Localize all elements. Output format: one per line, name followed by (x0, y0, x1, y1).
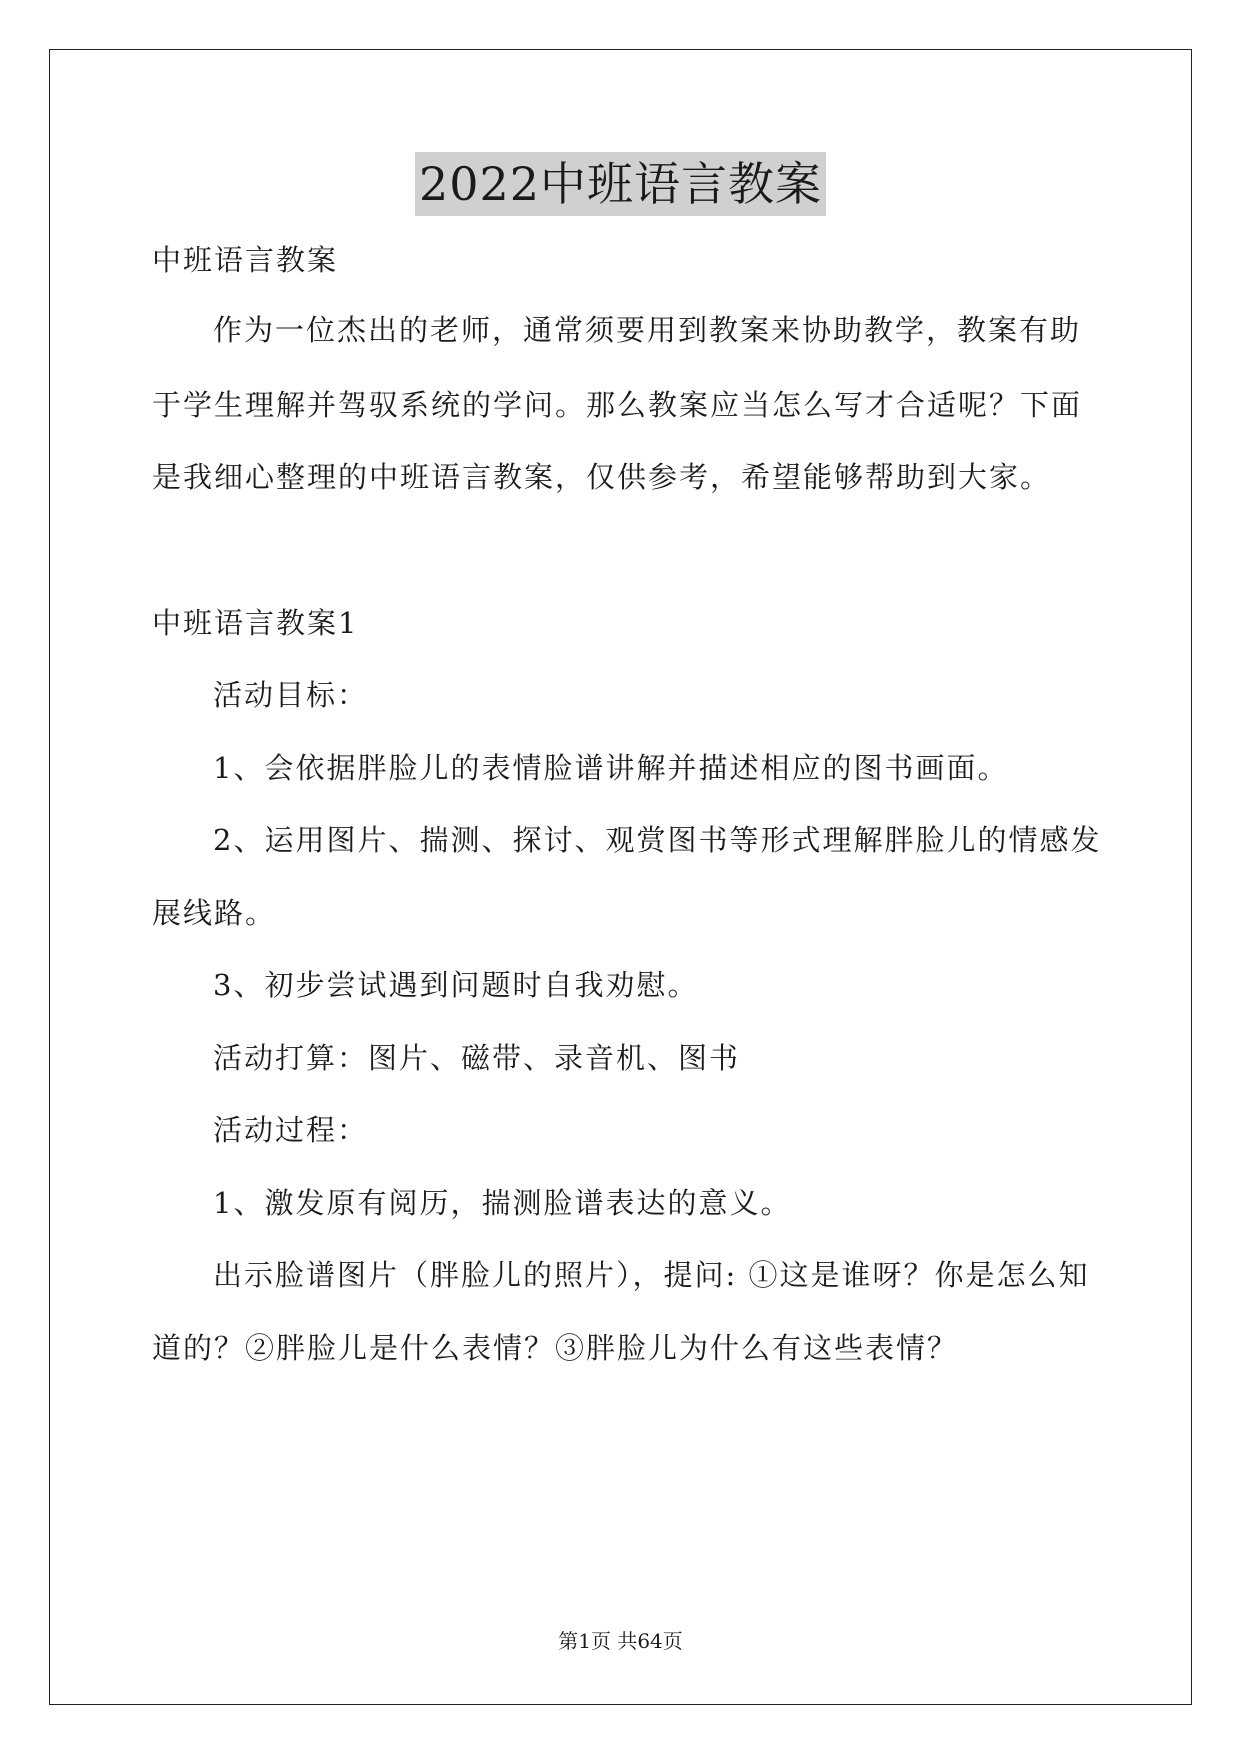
page-border (49, 49, 1192, 1705)
paragraph-line: 3、初步尝试遇到问题时自我劝慰。 (213, 968, 699, 1002)
paragraph-line: 是我细心整理的中班语言教案，仅供参考，希望能够帮助到大家。 (152, 460, 1052, 494)
section-heading: 中班语言教案1 (152, 606, 359, 640)
paragraph-line: 出示脸谱图片（胖脸儿的照片），提问: ①这是谁呀？你是怎么知 (213, 1258, 1090, 1292)
document-title: 2022中班语言教案 (415, 152, 826, 216)
paragraph-line: 活动目标： (213, 678, 369, 712)
paragraph-line: 活动过程： (213, 1113, 369, 1147)
paragraph-line: 展线路。 (152, 896, 277, 930)
paragraph-line: 活动打算：图片、磁带、录音机、图书 (213, 1041, 741, 1075)
paragraph-line: 2、运用图片、揣测、探讨、观赏图书等形式理解胖脸儿的情感发 (213, 823, 1102, 857)
paragraph-line: 于学生理解并驾驭系统的学问。那么教案应当怎么写才合适呢？下面 (152, 388, 1083, 422)
paragraph-line: 1、激发原有阅历，揣测脸谱表达的意义。 (213, 1186, 792, 1220)
subtitle: 中班语言教案 (152, 243, 339, 277)
title-container (0, 152, 1241, 216)
paragraph-line: 1、会依据胖脸儿的表情脸谱讲解并描述相应的图书画面。 (213, 751, 1009, 785)
paragraph-line: 道的？②胖脸儿是什么表情？③胖脸儿为什么有这些表情？ (152, 1331, 959, 1365)
paragraph-line: 作为一位杰出的老师，通常须要用到教案来协助教学，教案有助 (213, 313, 1082, 347)
page-footer: 第1页 共64页 (558, 1629, 683, 1653)
